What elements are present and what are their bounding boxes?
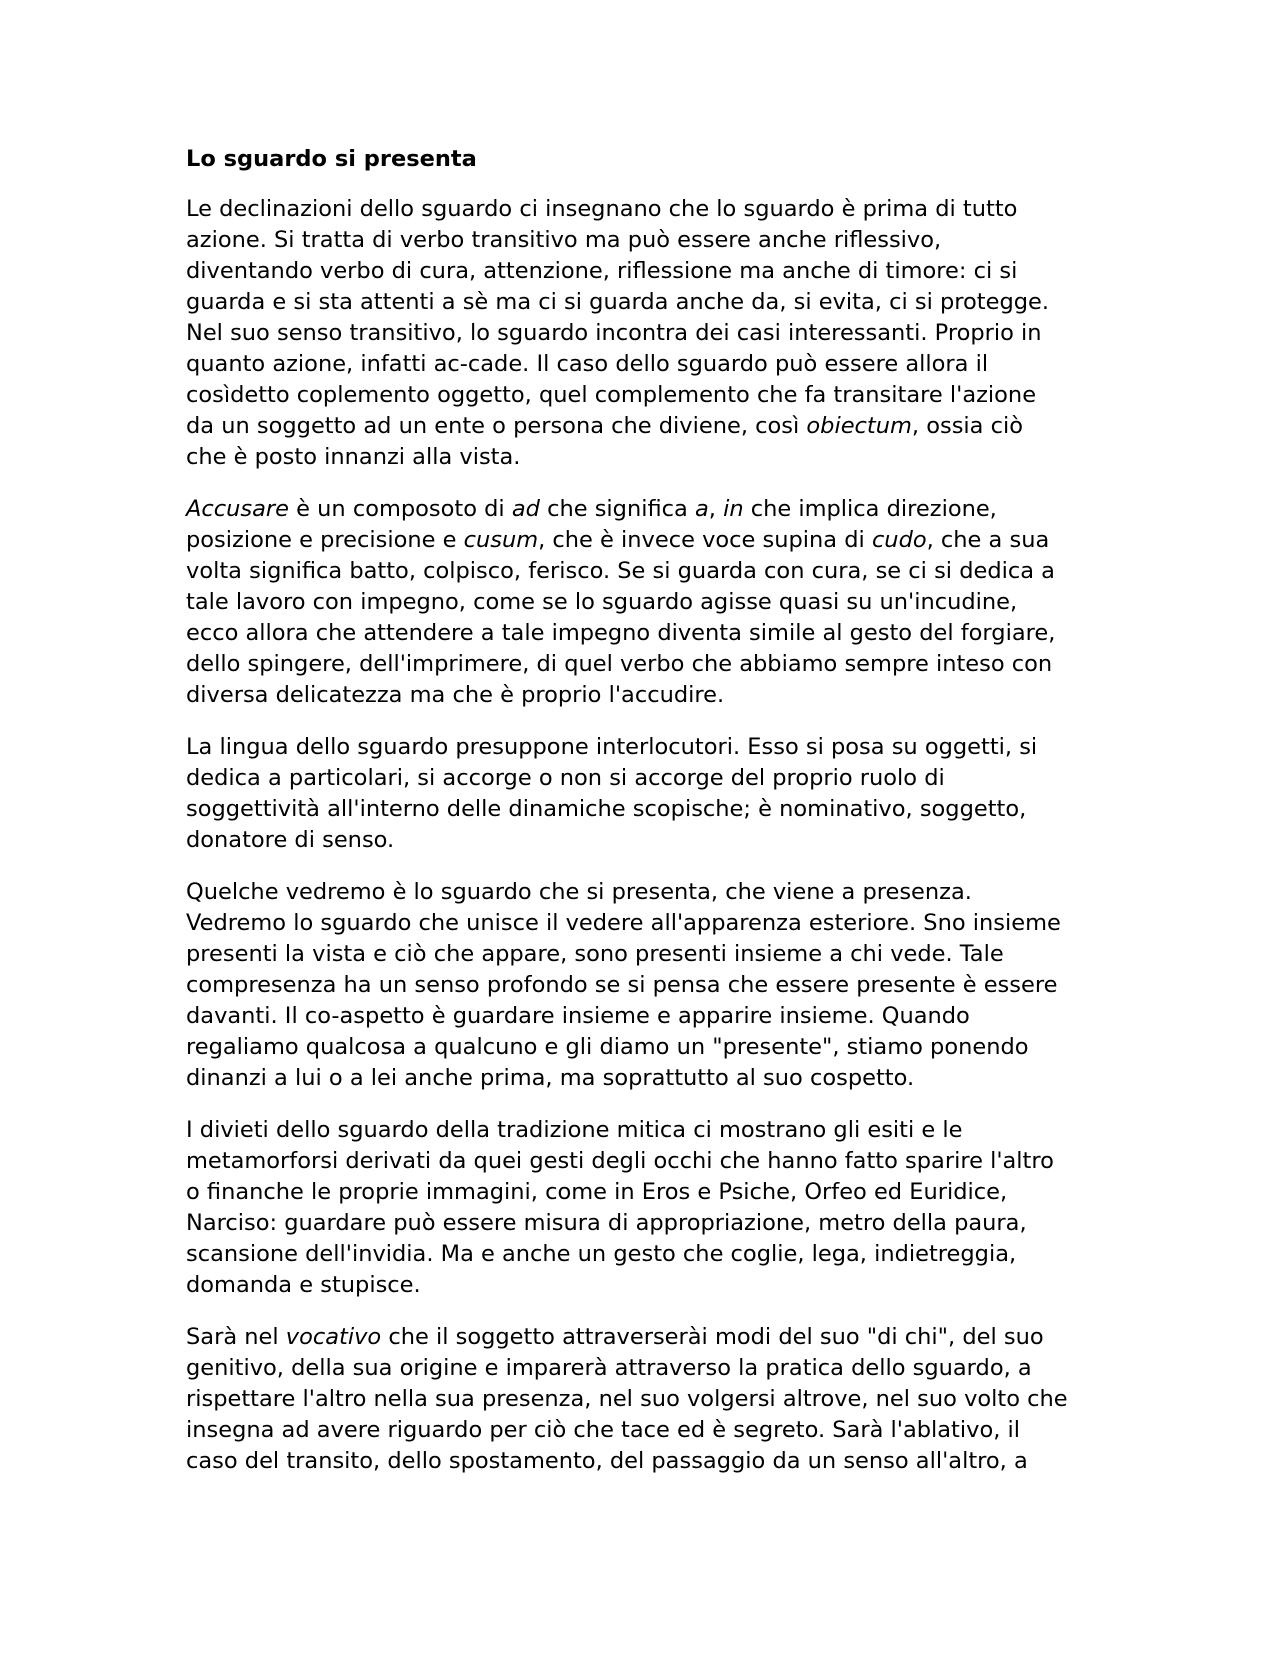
text-run: Quelche vedremo è lo sguardo che si presenta, che viene a presenza. (186, 879, 972, 905)
text-line (186, 587, 1098, 618)
text-line (186, 877, 1098, 908)
text-run: guarda e si sta attenti a sè ma ci si guarda anche da, si evita, ci si protegge. (186, 289, 1050, 315)
text-run: dinanzi a lui o a lei anche prima, ma soprattutto al suo cospetto. (186, 1065, 915, 1091)
text-line (186, 618, 1098, 649)
text-line (186, 1001, 1098, 1032)
text-line (186, 287, 1098, 318)
text-line (186, 763, 1098, 794)
italic-text: ad (511, 496, 540, 522)
text-run: che implica direzione, (743, 496, 997, 522)
text-run: genitivo, della sua origine e imparerà attraverso la pratica dello sguardo, a (186, 1355, 1032, 1381)
text-line (186, 1384, 1098, 1415)
text-line (186, 411, 1098, 442)
text-line (186, 825, 1098, 856)
paragraph (186, 494, 1098, 711)
paragraph (186, 1322, 1098, 1477)
text-run: , che è invece voce supina di (538, 527, 872, 553)
document-title: Lo sguardo si presenta (186, 146, 477, 172)
text-line (186, 649, 1098, 680)
text-line (186, 939, 1098, 970)
text-line (186, 1177, 1098, 1208)
text-run: regaliamo qualcosa a qualcuno e gli diamo un "presente", stiamo ponendo (186, 1034, 1029, 1060)
text-line (186, 680, 1098, 711)
text-run: che è posto innanzi alla vista. (186, 444, 521, 470)
text-run: o finanche le proprie immagini, come in Eros e Psiche, Orfeo ed Euridice, (186, 1179, 1008, 1205)
italic-text: in (723, 496, 744, 522)
text-line (186, 1239, 1098, 1270)
italic-text: a (694, 496, 709, 522)
text-run: metamorforsi derivati da quei gesti degli occhi che hanno fatto sparire l'altro (186, 1148, 1054, 1174)
text-run: Narciso: guardare può essere misura di appropriazione, metro della paura, (186, 1210, 1027, 1236)
text-line (186, 525, 1098, 556)
text-line (186, 318, 1098, 349)
text-run: rispettare l'altro nella sua presenza, nel suo volgersi altrove, nel suo volto che (186, 1386, 1068, 1412)
text-run: azione. Si tratta di verbo transitivo ma può essere anche riflessivo, (186, 227, 942, 253)
text-run: volta significa batto, colpisco, ferisco. Se si guarda con cura, se ci si dedica a (186, 558, 1055, 584)
text-run: che il soggetto attraverserài modi del suo "di chi", del suo (381, 1324, 1044, 1350)
italic-text: obiectum (806, 413, 912, 439)
text-run: Le declinazioni dello sguardo ci insegnano che lo sguardo è prima di tutto (186, 196, 1018, 222)
text-line (186, 442, 1098, 473)
text-line (186, 732, 1098, 763)
text-line (186, 1208, 1098, 1239)
text-run: Vedremo lo sguardo che unisce il vedere all'apparenza esteriore. Sno insieme (186, 910, 1061, 936)
text-line (186, 1322, 1098, 1353)
text-line (186, 1146, 1098, 1177)
text-line (186, 380, 1098, 411)
document-body (186, 144, 1098, 1498)
text-line (186, 1063, 1098, 1094)
text-line (186, 908, 1098, 939)
text-run: tale lavoro con impegno, come se lo sguardo agisse quasi su un'incudine, (186, 589, 1018, 615)
text-run: caso del transito, dello spostamento, del passaggio da un senso all'altro, a (186, 1448, 1028, 1474)
text-run: compresenza ha un senso profondo se si pensa che essere presente è essere (186, 972, 1058, 998)
text-run: da un soggetto ad un ente o persona che diviene, così (186, 413, 807, 439)
text-line (186, 1032, 1098, 1063)
italic-text: vocativo (285, 1324, 382, 1350)
text-run: ecco allora che attendere a tale impegno diventa simile al gesto del forgiare, (186, 620, 1056, 646)
italic-text: cudo (871, 527, 927, 553)
text-run: dello spingere, dell'imprimere, di quel verbo che abbiamo sempre inteso con (186, 651, 1053, 677)
text-run: Sarà nel (186, 1324, 286, 1350)
text-line (186, 256, 1098, 287)
text-run: insegna ad avere riguardo per ciò che tace ed è segreto. Sarà l'ablativo, il (186, 1417, 1021, 1443)
text-run: domanda e stupisce. (186, 1272, 421, 1298)
paragraph-list (186, 194, 1098, 1477)
text-run: diversa delicatezza ma che è proprio l'accudire. (186, 682, 725, 708)
text-run: presenti la vista e ciò che appare, sono presenti insieme a chi vede. Tale (186, 941, 1004, 967)
text-run: , ossia ciò (911, 413, 1023, 439)
text-line (186, 1446, 1098, 1477)
text-run: davanti. Il co-aspetto è guardare insieme e apparire insieme. Quando (186, 1003, 970, 1029)
text-run: è un composoto di (289, 496, 512, 522)
text-run: scansione dell'invidia. Ma e anche un gesto che coglie, lega, indietreggia, (186, 1241, 1017, 1267)
text-line (186, 1353, 1098, 1384)
text-line (186, 1270, 1098, 1301)
paragraph (186, 877, 1098, 1094)
italic-text: Accusare (186, 496, 289, 522)
text-run: soggettività all'interno delle dinamiche scopische; è nominativo, soggetto, (186, 796, 1027, 822)
text-line (186, 794, 1098, 825)
text-run: , che a sua (926, 527, 1050, 553)
text-run: La lingua dello sguardo presuppone interlocutori. Esso si posa su oggetti, si (186, 734, 1038, 760)
text-line (186, 349, 1098, 380)
text-line (186, 194, 1098, 225)
paragraph (186, 732, 1098, 856)
text-line (186, 225, 1098, 256)
paragraph (186, 1115, 1098, 1301)
text-line (186, 970, 1098, 1001)
text-run: che significa (539, 496, 695, 522)
text-run: Nel suo senso transitivo, lo sguardo incontra dei casi interessanti. Proprio in (186, 320, 1042, 346)
text-run: donatore di senso. (186, 827, 395, 853)
text-line (186, 556, 1098, 587)
text-run: quanto azione, infatti ac-cade. Il caso dello sguardo può essere allora il (186, 351, 989, 377)
text-run: I divieti dello sguardo della tradizione mitica ci mostrano gli esiti e le (186, 1117, 963, 1143)
text-line (186, 1415, 1098, 1446)
text-run: , (708, 496, 724, 522)
text-line (186, 1115, 1098, 1146)
text-run: dedica a particolari, si accorge o non si accorge del proprio ruolo di (186, 765, 945, 791)
paragraph (186, 194, 1098, 473)
text-run: diventando verbo di cura, attenzione, riflessione ma anche di timore: ci si (186, 258, 1018, 284)
text-line (186, 494, 1098, 525)
text-run: cosìdetto coplemento oggetto, quel complemento che fa transitare l'azione (186, 382, 1037, 408)
italic-text: cusum (463, 527, 539, 553)
text-run: posizione e precisione e (186, 527, 464, 553)
